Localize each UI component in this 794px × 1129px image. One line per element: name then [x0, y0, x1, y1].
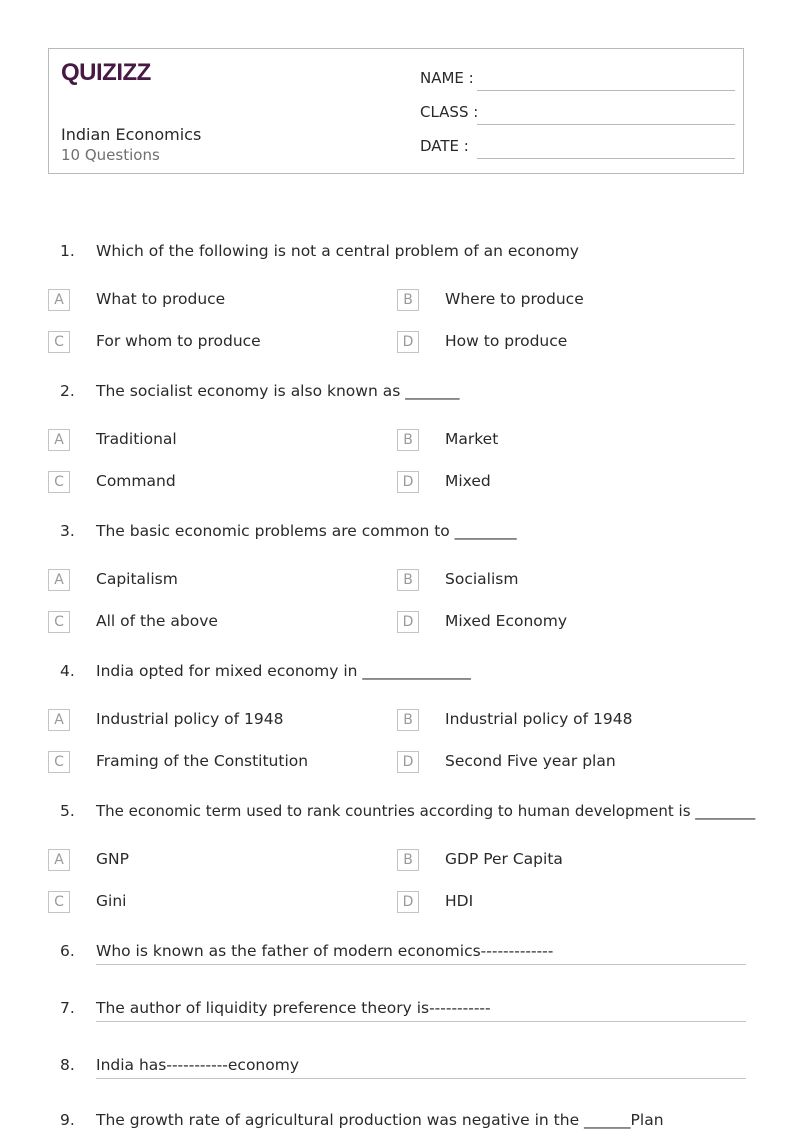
date-line — [477, 158, 735, 159]
question-number: 7. — [60, 999, 75, 1017]
option-text: Industrial policy of 1948 — [445, 710, 633, 728]
option-letter: C — [48, 891, 70, 913]
quizizz-logo: QUIZIZZ — [61, 59, 151, 86]
option-letter: C — [48, 751, 70, 773]
option-letter: D — [397, 751, 419, 773]
answer-line[interactable] — [96, 1021, 746, 1022]
option-letter: C — [48, 611, 70, 633]
name-line — [477, 90, 735, 91]
option-letter: D — [397, 891, 419, 913]
question-number: 2. — [60, 382, 75, 400]
question-text: The basic economic problems are common to ________ — [96, 522, 517, 540]
question-text: India opted for mixed economy in ______________ — [96, 662, 471, 680]
option-text: For whom to produce — [96, 332, 261, 350]
class-line — [477, 124, 735, 125]
option-text: Command — [96, 472, 176, 490]
question-number: 9. — [60, 1111, 75, 1129]
option-letter: A — [48, 429, 70, 451]
question-text: India has-----------economy — [96, 1056, 300, 1074]
option-text: Framing of the Constitution — [96, 752, 309, 770]
option-text: How to produce — [445, 332, 568, 350]
name-label: NAME : — [420, 69, 474, 87]
question-number: 5. — [60, 802, 75, 820]
option-letter: A — [48, 569, 70, 591]
answer-line[interactable] — [96, 964, 746, 965]
option-text: Mixed Economy — [445, 612, 568, 630]
class-field[interactable] — [420, 101, 735, 125]
option-text: HDI — [445, 892, 474, 910]
question-count: 10 Questions — [61, 146, 160, 164]
option-text: Market — [445, 430, 499, 448]
option-letter: A — [48, 709, 70, 731]
option-letter: D — [397, 611, 419, 633]
option-letter: B — [397, 289, 419, 311]
date-field[interactable] — [420, 135, 735, 159]
option-text: Gini — [96, 892, 127, 910]
option-text: GNP — [96, 850, 129, 868]
option-text: All of the above — [96, 612, 218, 630]
worksheet-title: Indian Economics — [61, 125, 202, 144]
option-letter: D — [397, 331, 419, 353]
question-text: The author of liquidity preference theory is----------- — [96, 999, 491, 1017]
question-number: 4. — [60, 662, 75, 680]
option-letter: C — [48, 471, 70, 493]
option-text: Capitalism — [96, 570, 178, 588]
question-text: Who is known as the father of modern economics------------- — [96, 942, 554, 960]
question-number: 6. — [60, 942, 75, 960]
option-letter: C — [48, 331, 70, 353]
option-letter: B — [397, 569, 419, 591]
option-text: Second Five year plan — [445, 752, 616, 770]
option-text: Where to produce — [445, 290, 584, 308]
option-text: Mixed — [445, 472, 491, 490]
answer-line[interactable] — [96, 1078, 746, 1079]
class-label: CLASS : — [420, 103, 479, 121]
option-letter: D — [397, 471, 419, 493]
question-number: 3. — [60, 522, 75, 540]
question-number: 1. — [60, 242, 75, 260]
name-field[interactable] — [420, 67, 735, 91]
option-letter: B — [397, 429, 419, 451]
option-text: Industrial policy of 1948 — [96, 710, 284, 728]
worksheet-header — [48, 48, 744, 174]
option-text: What to produce — [96, 290, 226, 308]
option-letter: B — [397, 849, 419, 871]
question-text: The economic term used to rank countries according to human development is ________ — [96, 802, 756, 820]
question-number: 8. — [60, 1056, 75, 1074]
question-text: The socialist economy is also known as _______ — [96, 382, 460, 400]
option-text: Traditional — [96, 430, 177, 448]
option-letter: A — [48, 849, 70, 871]
date-label: DATE : — [420, 137, 469, 155]
question-text: The growth rate of agricultural production was negative in the ______Plan — [96, 1111, 664, 1129]
option-text: GDP Per Capita — [445, 850, 563, 868]
option-letter: A — [48, 289, 70, 311]
question-text: Which of the following is not a central problem of an economy — [96, 242, 579, 260]
option-text: Socialism — [445, 570, 519, 588]
option-letter: B — [397, 709, 419, 731]
